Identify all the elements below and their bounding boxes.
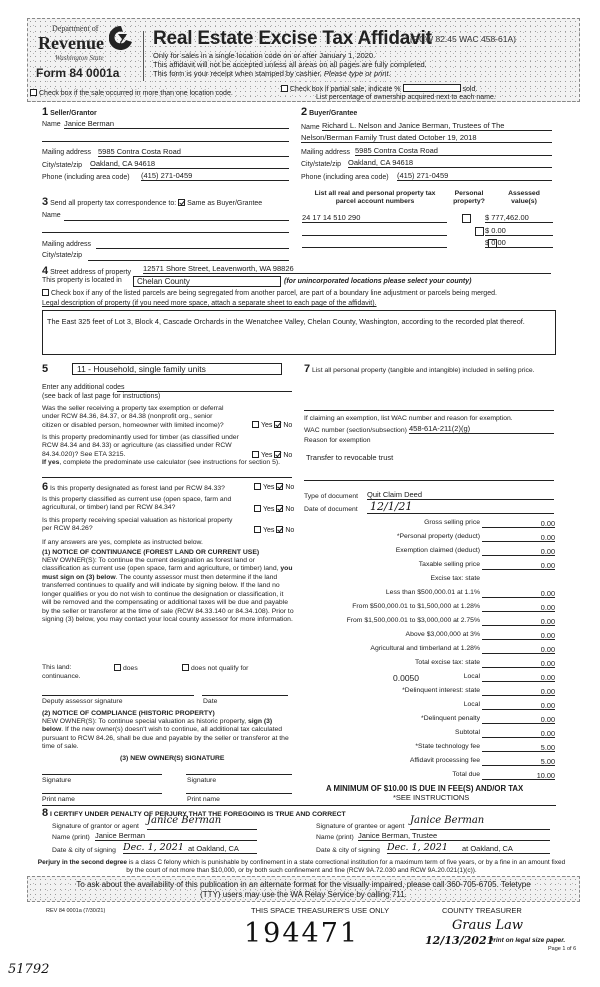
ownership-note: List percentage of ownership acquired next to each name. bbox=[316, 94, 496, 101]
additional-codes-label: Enter any additional codes bbox=[42, 384, 125, 391]
document-type-field[interactable]: Quit Claim Deed bbox=[367, 490, 554, 500]
current-use-question: Is this property classified as current use (open space, farm and agricultural, or timber) land per RCW 84.34? bbox=[42, 496, 232, 512]
personal-property-column-header: Personal property? bbox=[453, 190, 485, 206]
deputy-signature-label: Deputy assessor signature bbox=[42, 698, 123, 705]
grantor-date-field[interactable]: Dec. 1, 2021 at Oakland, CA bbox=[123, 842, 257, 854]
seller-phone-label: Phone (including area code) bbox=[42, 174, 130, 181]
form-number: Form 84 0001a bbox=[36, 66, 120, 80]
buyer-mailing-field[interactable]: 5985 Contra Costa Road bbox=[355, 146, 552, 156]
section-8-divider bbox=[42, 805, 556, 806]
section-5-divider bbox=[42, 477, 292, 478]
reason-label: Reason for exemption bbox=[304, 437, 371, 444]
print-legal-note: Print on legal size paper. bbox=[489, 937, 566, 944]
historic-yes-checkbox[interactable] bbox=[254, 526, 261, 533]
notice-compliance-text: NEW OWNER(S): To continue special valuation as historic property, sign (3) below. If the new owner(s) doesn't wish to continue, all additional tax calculated pursuant to RCW 84.26, shall be due and payable by the seller or transferor at the time of sale. bbox=[42, 718, 289, 751]
notice-compliance-heading: (2) NOTICE OF COMPLIANCE (HISTORIC PROPERTY) bbox=[42, 710, 215, 717]
buyer-city-label: City/state/zip bbox=[301, 161, 342, 168]
print-name-label-2: Print name bbox=[187, 796, 220, 803]
correspondence-name-label: Name bbox=[42, 212, 61, 219]
continuance-label: continuance. bbox=[42, 673, 81, 680]
forest-yes-checkbox[interactable] bbox=[254, 483, 261, 490]
grantee-signature-field[interactable]: Janice Berman bbox=[410, 815, 550, 830]
amount-row: Above $3,000,000 at 3% 0.00 bbox=[405, 631, 555, 640]
receipt-number: 194471 bbox=[244, 918, 360, 949]
grantee-name-label: Name (print) bbox=[316, 834, 354, 841]
multi-location-option[interactable]: Check box if the sale occurred in more than one location code. bbox=[30, 89, 233, 98]
grantee-signature-label: Signature of grantee or agent bbox=[316, 823, 405, 830]
seller-city-field[interactable]: Oakland, CA 94618 bbox=[90, 159, 289, 169]
same-as-buyer-checkbox[interactable] bbox=[178, 199, 185, 206]
amount-row: Local 0.00 bbox=[463, 701, 555, 710]
current-use-no-checkbox[interactable] bbox=[276, 505, 283, 512]
county-note: (for unincorporated locations please select your county) bbox=[284, 278, 472, 285]
document-type-label: Type of document bbox=[304, 493, 359, 500]
deputy-date-label: Date bbox=[203, 698, 218, 705]
if-any-yes-note: If any answers are yes, complete as instructed below. bbox=[42, 539, 203, 546]
correspondence-city-label: City/state/zip bbox=[42, 252, 83, 259]
document-number: 51792 bbox=[8, 962, 50, 977]
land-use-code-select[interactable]: 11 - Household, single family units bbox=[72, 363, 282, 375]
wac-number-field[interactable]: 458-61A-211(2)(g) bbox=[409, 424, 554, 434]
grantor-date-label: Date & city of signing bbox=[52, 847, 116, 854]
accessibility-note: To ask about the availability of this publication in an alternate format for the visually impaired, please call 360-705-6705. Teletype (TTY) users may use the WA Relay Service by calling 711. bbox=[27, 876, 580, 902]
deputy-date-field[interactable] bbox=[202, 695, 288, 696]
header-line-3: This form is your receipt when stamped by cashier. Please type or print. bbox=[153, 69, 391, 78]
new-owner-signature-field-2[interactable] bbox=[186, 774, 292, 775]
assessed-value-field-3[interactable]: $ 0.00 bbox=[485, 238, 553, 248]
timber-yes-checkbox[interactable] bbox=[252, 451, 259, 458]
correspondence-heading: 3 Send all property tax correspondence to: Same as Buyer/Grantee bbox=[42, 196, 263, 208]
buyer-phone-label: Phone (including area code) bbox=[301, 174, 389, 181]
buyer-mailing-label: Mailing address bbox=[301, 149, 351, 156]
this-land-label: This land: bbox=[42, 664, 72, 671]
parcel-number-field-2[interactable] bbox=[302, 226, 447, 236]
forest-question: 6 Is this property designated as forest land per RCW 84.33? bbox=[42, 481, 225, 493]
grantor-signature-field[interactable]: Janice Berman bbox=[147, 815, 257, 830]
timber-yes-no: Yes No bbox=[252, 451, 292, 460]
title-reference: (RCW 82.45 WAC 458-61A) bbox=[410, 34, 516, 44]
assessed-value-field-1[interactable]: $ 777,462.00 bbox=[485, 213, 553, 223]
does-qualify-checkbox[interactable] bbox=[114, 664, 121, 671]
amount-row: *Personal property (deduct) 0.00 bbox=[396, 533, 555, 542]
reason-field[interactable]: Transfer to revocable trust bbox=[306, 453, 394, 462]
exemption-intro: If claiming an exemption, list WAC number and reason for exemption. bbox=[304, 415, 513, 422]
logo-department-of: Department of bbox=[52, 24, 99, 33]
amount-row: From $500,000.01 to $1,500,000 at 1.28% 0.00 bbox=[352, 603, 555, 612]
new-owner-print-name-field-2[interactable] bbox=[186, 793, 292, 794]
seller-phone-field[interactable]: (415) 271-0459 bbox=[141, 171, 289, 181]
exemption-no-checkbox[interactable] bbox=[274, 421, 281, 428]
correspondence-name-line-2[interactable] bbox=[42, 232, 289, 233]
document-date-field[interactable]: 12/1/21 bbox=[367, 500, 554, 514]
parcel-column-header: List all real and personal property tax parcel account numbers bbox=[314, 190, 436, 206]
seller-mailing-field[interactable]: 5985 Contra Costa Road bbox=[98, 147, 289, 157]
revision-number: REV 84 0001a (7/30/21) bbox=[46, 908, 106, 914]
does-not-qualify-checkbox[interactable] bbox=[182, 664, 189, 671]
street-address-label: 4 Street address of property bbox=[42, 265, 132, 277]
new-owner-signature-field-1[interactable] bbox=[42, 774, 162, 775]
seller-heading: 1 Seller/Grantor bbox=[42, 106, 97, 118]
perjury-notice: Perjury in the second degree is a class C felony which is punishable by confinement in a state correctional institution for a maximum term of five years, or by a fine in an amount fixed by the court of not more than $10,000, or by both such confinement and fine (RCW 9A.72.030 and RCW 9A.20.021(1)(c)). bbox=[37, 859, 566, 875]
signature-label-1: Signature bbox=[42, 777, 72, 784]
personal-property-checkbox-2[interactable] bbox=[475, 227, 484, 236]
seller-name-line-2[interactable] bbox=[42, 141, 289, 142]
header-line-1: Only for sales in a single location code on or after January 1, 2020. bbox=[153, 51, 376, 60]
dor-logo-icon bbox=[109, 25, 133, 51]
does-not-qualify-option[interactable]: does not qualify for bbox=[182, 664, 248, 673]
historic-no-checkbox[interactable] bbox=[276, 526, 283, 533]
amount-row: *Delinquent penalty 0.00 bbox=[421, 715, 555, 724]
current-use-yes-checkbox[interactable] bbox=[254, 505, 261, 512]
multi-location-checkbox[interactable] bbox=[30, 89, 37, 96]
personal-property-checkbox-1[interactable] bbox=[462, 214, 471, 223]
amount-row: From $1,500,000.01 to $3,000,000 at 2.75% 0.00 bbox=[346, 617, 555, 626]
partial-sale-percent-input[interactable] bbox=[403, 84, 461, 92]
buyer-heading: 2 Buyer/Grantee bbox=[301, 106, 358, 118]
seller-name-label: Name bbox=[42, 121, 61, 128]
seller-name-field[interactable]: Janice Berman bbox=[64, 119, 289, 129]
header-divider bbox=[143, 31, 144, 81]
correspondence-mailing-field[interactable] bbox=[96, 248, 289, 249]
amount-row: Taxable selling price 0.00 bbox=[418, 561, 555, 570]
legal-description-label: Legal description of property (if you need more space, attach a separate sheet to each page of the affidavit). bbox=[42, 300, 377, 307]
amount-row: Subtotal 0.00 bbox=[455, 729, 555, 738]
notice-continuance-text: NEW OWNER(S): To continue the current designation as forest land or classification as current use (open space, farm and agriculture, or timber) land, you must sign on (3) below. The county assessor must then determine if the land transferred continues to qualify and will indicate by signing below. If the land no longer qualifies or you do not wish to continue the designation or classification, it will be removed and the compensating or additional taxes will be due and payable by the seller or transferor at the time of sale (RCW 84.33.140 or 84.34.108). Prior to signing (3) below, you may contact your local county assessor for more information. bbox=[42, 557, 294, 624]
deputy-signature-field[interactable] bbox=[42, 695, 194, 696]
seller-city-label: City/state/zip bbox=[42, 162, 83, 169]
correspondence-mailing-label: Mailing address bbox=[42, 241, 92, 248]
legal-description-textarea[interactable]: The East 325 feet of Lot 3, Block 4, Cascade Orchards in the Wenatchee Valley, Chelan County, Washington, according to the recorded plat thereof. bbox=[42, 310, 556, 355]
historic-question: Is this property receiving special valuation as historical property per RCW 84.26? bbox=[42, 517, 233, 533]
parcel-number-field-3[interactable] bbox=[302, 238, 447, 248]
amount-row: Less than $500,000.01 at 1.1% 0.00 bbox=[385, 589, 555, 598]
grantor-name-field[interactable]: Janice Berman bbox=[95, 831, 257, 841]
amount-row: Exemption claimed (deduct) 0.00 bbox=[395, 547, 555, 556]
correspondence-name-field[interactable] bbox=[64, 220, 289, 221]
amount-row: Agricultural and timberland at 1.28% 0.00 bbox=[370, 645, 555, 654]
new-owner-signature-heading: (3) NEW OWNER(S) SIGNATURE bbox=[120, 755, 225, 762]
notice-continuance-heading: (1) NOTICE OF CONTINUANCE (FOREST LAND OR CURRENT USE) bbox=[42, 549, 260, 556]
amount-row-heading: Excise tax: state bbox=[430, 575, 480, 582]
amount-row: *State technology fee 5.00 bbox=[415, 743, 555, 752]
buyer-city-field[interactable]: Oakland, CA 94618 bbox=[348, 158, 552, 168]
section-5-number: 5 bbox=[42, 363, 49, 375]
exemption-yes-no: Yes No bbox=[252, 421, 292, 430]
page-title: Real Estate Excise Tax Affidavit bbox=[153, 28, 432, 49]
amount-row: 0.0050 Local 0.00 bbox=[393, 673, 555, 683]
buyer-phone-field[interactable]: (415) 271-0459 bbox=[397, 171, 552, 181]
see-instructions: *SEE INSTRUCTIONS bbox=[393, 793, 470, 802]
amount-row: Affidavit processing fee 5.00 bbox=[409, 757, 555, 766]
wac-number-label: WAC number (section/subsection) bbox=[304, 427, 407, 434]
timber-no-checkbox[interactable] bbox=[274, 451, 281, 458]
grantor-name-label: Name (print) bbox=[52, 834, 90, 841]
street-address-field[interactable]: 12571 Shore Street, Leavenworth, WA 98826 bbox=[143, 264, 551, 274]
additional-codes-note: (see back of last page for instructions) bbox=[42, 393, 161, 400]
document-date-label: Date of document bbox=[304, 506, 358, 513]
local-rate: 0.0050 bbox=[393, 673, 419, 683]
segregated-option[interactable]: Check box if any of the listed parcels are being segregated from another parcel, are part of a boundary line adjustment or parcels being merged. bbox=[42, 289, 497, 298]
buyer-name-label: Name bbox=[301, 124, 320, 131]
parcel-number-field-1[interactable]: 24 17 14 510 290 bbox=[302, 213, 447, 223]
certify-heading: 8 I CERTIFY UNDER PENALTY OF PERJURY THAT THE FOREGOING IS TRUE AND CORRECT bbox=[42, 807, 346, 819]
exemption-question: Was the seller receiving a property tax exemption or deferral under RCW 84.36, 84.37, or 84.38 (nonprofit org., senior citizen or disabled person, homeowner with limited income)? bbox=[42, 405, 224, 429]
amount-row-total: Total due 10.00 bbox=[452, 771, 555, 780]
grantee-name-field[interactable]: Janice Berman, Trustee bbox=[358, 831, 550, 841]
header-line-2: This affidavit will not be accepted unless all areas on all pages are fully completed. bbox=[153, 60, 427, 69]
forest-yes-no: Yes No bbox=[254, 483, 294, 492]
amount-row: Total excise tax: state 0.00 bbox=[415, 659, 555, 668]
signature-label-2: Signature bbox=[187, 777, 217, 784]
historic-yes-no: Yes No bbox=[254, 526, 294, 535]
personal-property-label: 7 List all personal property (tangible and intangible) included in selling price. bbox=[304, 363, 535, 375]
forest-no-checkbox[interactable] bbox=[276, 483, 283, 490]
reason-line bbox=[304, 480, 554, 481]
timber-question: Is this property predominantly used for timber (as classified under RCW 84.34 and 84.33) or agriculture (as classified under RCW 84.34.020)? See ETA 3215. bbox=[42, 434, 239, 458]
logo-revenue: Revenue bbox=[38, 33, 104, 53]
treasurer-use-label: THIS SPACE TREASURER'S USE ONLY bbox=[251, 906, 390, 915]
amount-row: *Delinquent interest: state 0.00 bbox=[402, 687, 555, 696]
grantee-date-label: Date & city of signing bbox=[316, 847, 380, 854]
additional-codes-field[interactable] bbox=[117, 391, 292, 392]
buyer-name-field-1[interactable]: Richard L. Nelson and Janice Berman, Trustees of The bbox=[322, 121, 552, 131]
county-select[interactable]: Chelan County bbox=[133, 276, 281, 287]
partial-sale-option[interactable]: Check box if partial sale, indicate % sold. bbox=[281, 84, 477, 94]
current-use-yes-no: Yes No bbox=[254, 505, 294, 514]
does-qualify-option[interactable]: does bbox=[114, 664, 138, 673]
county-treasurer-label: COUNTY TREASURER bbox=[442, 906, 522, 915]
buyer-name-field-2[interactable]: Nelson/Berman Family Trust dated October 19, 2018 bbox=[301, 133, 552, 143]
exemption-yes-checkbox[interactable] bbox=[252, 421, 259, 428]
page-number: Page 1 of 6 bbox=[548, 946, 577, 952]
minimum-notice: A MINIMUM OF $10.00 IS DUE IN FEE(S) AND/OR TAX bbox=[326, 784, 524, 793]
stamp-date: 12/13/2021 bbox=[425, 934, 495, 947]
segregated-checkbox[interactable] bbox=[42, 289, 49, 296]
personal-property-field[interactable] bbox=[304, 410, 554, 411]
assessed-value-column-header: Assessed value(s) bbox=[508, 190, 540, 206]
grantee-date-field[interactable]: Dec. 1, 2021 at Oakland, CA bbox=[387, 842, 550, 854]
partial-sale-checkbox[interactable] bbox=[281, 85, 288, 92]
treasurer-signature: Graus Law bbox=[452, 918, 524, 933]
correspondence-city-field[interactable] bbox=[88, 260, 289, 261]
amount-row: Gross selling price 0.00 bbox=[424, 519, 555, 528]
assessed-value-field-2[interactable]: $ 0.00 bbox=[485, 226, 553, 236]
new-owner-print-name-field-1[interactable] bbox=[42, 793, 162, 794]
logo-state: Washington State bbox=[55, 54, 104, 62]
predominate-use-note: If yes, complete the predominate use calculator (see instructions for section 5). bbox=[42, 459, 281, 466]
grantor-signature-label: Signature of grantor or agent bbox=[52, 823, 139, 830]
print-name-label-1: Print name bbox=[42, 796, 75, 803]
seller-mailing-label: Mailing address bbox=[42, 149, 92, 156]
located-in-label: This property is located in bbox=[42, 277, 122, 284]
